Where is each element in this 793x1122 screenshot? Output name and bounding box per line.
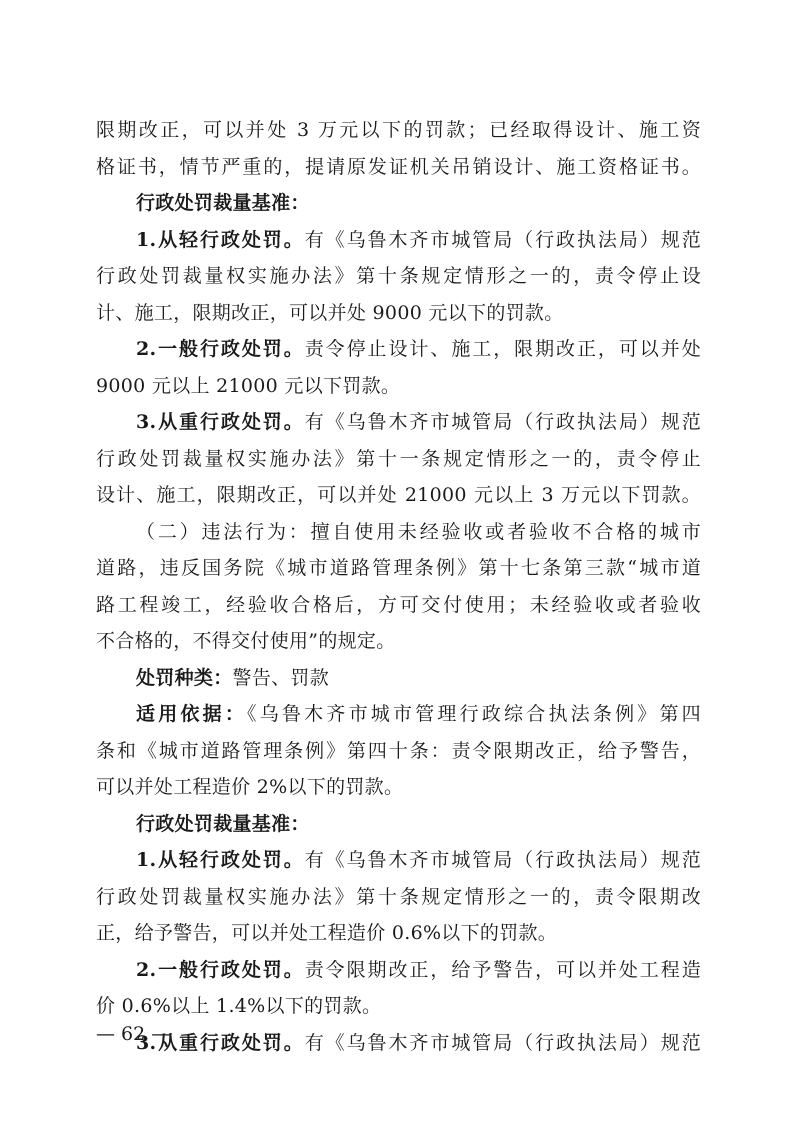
text-line: 行政处罚裁量权实施办法》第十一条规定情形之一的，责令停止 [96,447,701,470]
page-number: — 62 — [96,1023,171,1045]
text-line: 适用依据：《乌鲁木齐市城市管理行政综合执法条例》第四 [136,703,701,725]
section-heading: 行政处罚裁量基准： [136,812,310,835]
text-line: 价 0.6%以上 1.4%以下的罚款。 [96,995,382,1017]
item-lead: 1.从轻行政处罚。 [136,849,305,871]
item-lead: 1.从轻行政处罚。 [136,228,305,251]
text-line: 可以并处工程造价 2%以下的罚款。 [96,776,404,798]
item-lead: 3.从重行政处罚。 [136,411,305,433]
text-line: （二）违法行为：擅自使用未经验收或者验收不合格的城市 [136,520,701,543]
text-line: 行政处罚裁量权实施办法》第十条规定情形之一的，责令停止设 [96,265,701,287]
item-lead: 2.一般行政处罚。 [136,958,305,981]
text-line: 9000 元以上 21000 元以下罚款。 [96,374,401,397]
text-line: 计、施工，限期改正，可以并处 9000 元以下的罚款。 [96,301,564,324]
text-line: 3.从重行政处罚。有《乌鲁木齐市城管局（行政执法局）规范 [136,411,702,433]
text-line: 2.一般行政处罚。责令限期改正，给予警告，可以并处工程造 [136,958,702,981]
text-line: 条和《城市道路管理条例》第四十条：责令限期改正，给予警告， [96,739,701,762]
text-line: 2.一般行政处罚。责令停止设计、施工，限期改正，可以并处 [136,338,702,360]
text-line: 不合格的，不得交付使用”的规定。 [96,630,396,652]
field-label: 处罚种类： [136,666,233,689]
text-line: 处罚种类：警告、罚款 [136,666,330,689]
text-line: 行政处罚裁量权实施办法》第十条规定情形之一的，责令限期改 [96,885,701,908]
item-lead: 3.从重行政处罚。 [136,1031,305,1054]
text-line: 路工程竣工，经验收合格后，方可交付使用；未经验收或者验收 [96,593,701,616]
text-line: 限期改正，可以并处 3 万元以下的罚款；已经取得设计、施工资 [96,119,701,141]
item-lead: 2.一般行政处罚。 [136,338,305,360]
document-body [96,112,701,1061]
text-line: 设计、施工，限期改正，可以并处 21000 元以上 3 万元以下罚款。 [96,484,701,506]
text-line: 正，给予警告，可以并处工程造价 0.6%以下的罚款。 [96,922,558,944]
text-line: 3.从重行政处罚。有《乌鲁木齐市城管局（行政执法局）规范 [136,1031,702,1054]
section-heading: 行政处罚裁量基准： [136,192,310,214]
field-label: 适用依据： [136,703,248,725]
text-line: 1.从轻行政处罚。有《乌鲁木齐市城管局（行政执法局）规范 [136,849,702,871]
text-line: 1.从轻行政处罚。有《乌鲁木齐市城管局（行政执法局）规范 [136,228,702,251]
text-line: 道路，违反国务院《城市道路管理条例》第十七条第三款“城市道 [96,557,701,579]
text-line: 格证书，情节严重的，提请原发证机关吊销设计、施工资格证书。 [96,155,701,178]
